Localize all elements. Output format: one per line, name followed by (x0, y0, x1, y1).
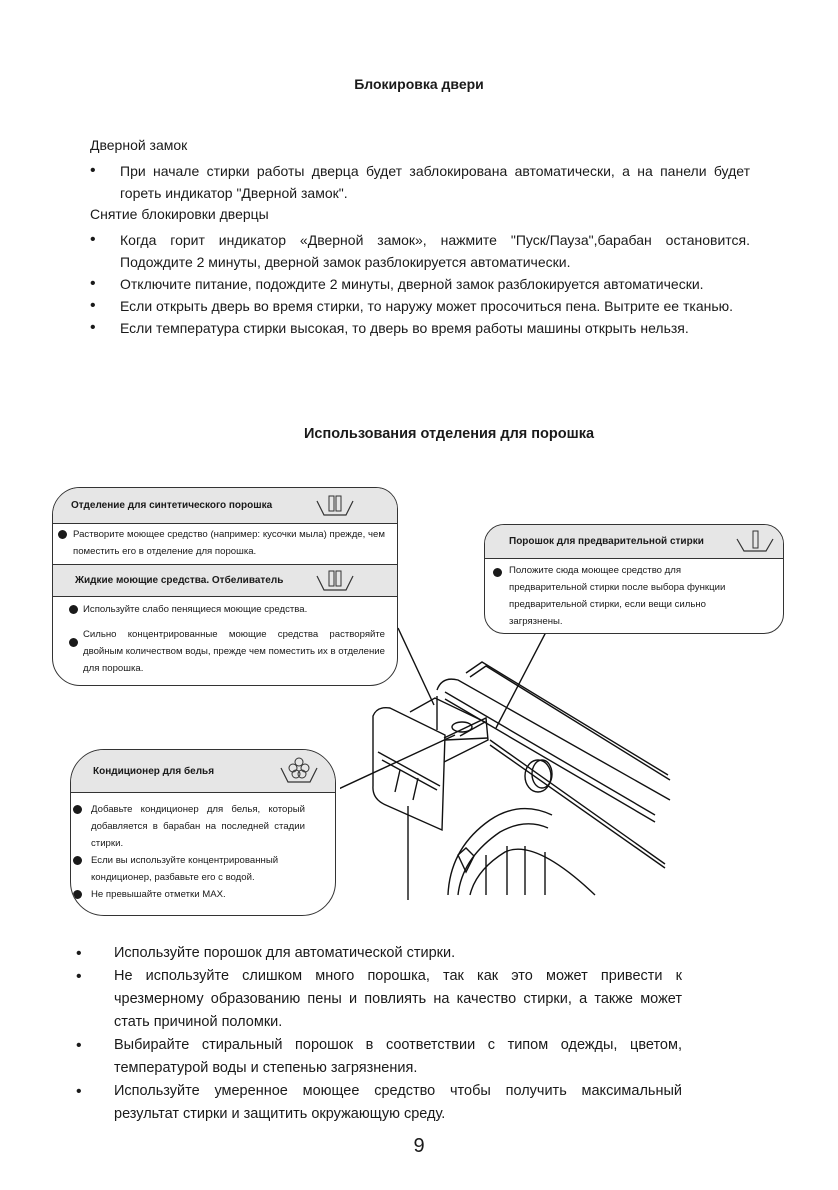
list-item: • Если открыть дверь во время стирки, то наружу может просочиться пена. Вытрите ее тканью. (90, 295, 750, 317)
callout-prewash (484, 524, 784, 634)
page-number: 9 (413, 1135, 425, 1157)
list-item: • Используйте порошок для автоматической стирки. (76, 942, 682, 965)
callout-item: Не превышайте отметки MAX. (71, 886, 335, 903)
callout-item: Положите сюда моющее средство для предварительной стирки после выбора функции предварительной стирки, если вещи сильно загрязнены. (485, 562, 783, 630)
fabric-softener-flower-icon (279, 756, 319, 788)
list-item: • При начале стирки работы дверца будет заблокирована автоматически, а на панели будет гореть индикатор "Дверной замок". (90, 160, 750, 204)
bullet-dot-icon (58, 530, 67, 539)
callout-item: Добавьте кондиционер для белья, который добавляется в барабан на последней стадии стирки. (71, 801, 335, 852)
bullet-dot-icon (73, 805, 82, 814)
callout-item: Если вы используйте концентрированный кондиционер, разбавьте его с водой. (71, 852, 335, 886)
callout-softener (70, 749, 336, 916)
callout-header-text: Порошок для предварительной стирки (509, 536, 704, 547)
bullet-dot-icon (493, 568, 502, 577)
callout-header-text: Отделение для синтетического порошка (71, 500, 273, 511)
liquid-detergent-icon (315, 568, 355, 594)
callout-item: Используйте слабо пенящиеся моющие средства. (53, 601, 397, 618)
door-lock-list (90, 160, 750, 204)
callout-header-text: Кондиционер для белья (93, 765, 215, 777)
callout-item: Растворите моющее средство (например: кусочки мыла) прежде, чем поместить его в отделение для порошка. (53, 526, 397, 560)
unlock-list (90, 229, 750, 339)
section-title-door-lock: Блокировка двери (354, 76, 484, 92)
section-title-detergent-drawer: Использования отделения для порошка (303, 426, 595, 442)
detergent-tips-list (76, 942, 682, 1126)
subheading-unlock: Снятие блокировки дверцы (90, 206, 269, 222)
list-item: • Не используйте слишком много порошка, так как это может привести к чрезмерному образованию пены и повлиять на качество стирки, а также может стать причиной поломки. (76, 965, 682, 1034)
callout-header (53, 488, 397, 524)
list-item: • Если температура стирки высокая, то дверь во время работы машины открыть нельзя. (90, 317, 750, 339)
washing-machine-drawer-illustration (340, 620, 720, 930)
list-item: • Когда горит индикатор «Дверной замок», нажмите "Пуск/Пауза",барабан остановится. Подождите 2 минуты, дверной замок разблокируется автоматически. (90, 229, 750, 273)
callout-main-wash (52, 487, 398, 686)
callout-header-liquid (53, 564, 397, 597)
bullet-dot-icon (73, 856, 82, 865)
callout-item: Сильно концентрированные моющие средства растворяйте двойным количеством воды, прежде чем поместить их в отделение для порошка. (53, 626, 397, 677)
callout-header (485, 525, 783, 559)
list-item: • Используйте умеренное моющее средство чтобы получить максимальный результат стирки и защитить окружающую среду. (76, 1080, 682, 1126)
bullet-dot-icon (69, 605, 78, 614)
bullet-dot-icon (69, 638, 78, 647)
callout-header-text: Жидкие моющие средства. Отбеливатель (75, 575, 284, 586)
bullet-dot-icon (73, 890, 82, 899)
list-item: • Выбирайте стиральный порошок в соответствии с типом одежды, цветом, температурой воды и степенью загрязнения. (76, 1034, 682, 1080)
prewash-compartment-icon (735, 529, 775, 555)
subheading-door-lock: Дверной замок (90, 137, 188, 153)
callout-header (71, 750, 335, 793)
list-item: • Отключите питание, подождите 2 минуты, дверной замок разблокируется автоматически. (90, 273, 750, 295)
main-wash-compartment-icon (315, 493, 355, 519)
